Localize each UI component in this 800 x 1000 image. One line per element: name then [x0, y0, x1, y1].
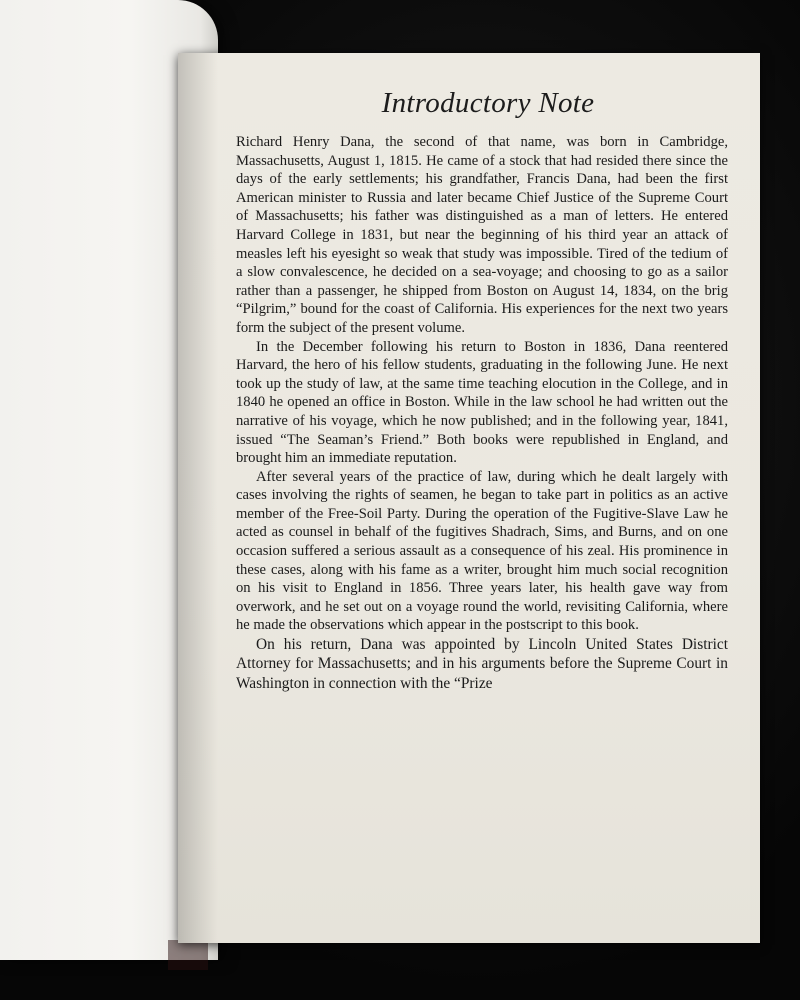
page-title: Introductory Note	[381, 87, 595, 119]
book-spine	[168, 940, 208, 970]
paragraph: On his return, Dana was appointed by Lincoln United States District Attorney for Massachusetts; and in his arguments before the Supreme Court in Washington in connection with the “Prize	[236, 636, 728, 692]
right-page	[178, 53, 760, 943]
body-text	[236, 133, 728, 693]
paragraph: In the December following his return to Boston in 1836, Dana reentered Harvard, the hero of his fellow students, graduating in the following June. He next took up the study of law, at the same time teaching elocution in the College, and in 1840 he opened an office in Boston. While in the law school he had written out the narrative of his voyage, which he now published; and in the following year, 1841, issued “The Seaman’s Friend.” Both books were republished in England, and brought him an immediate reputation.	[236, 338, 728, 467]
paragraph: Richard Henry Dana, the second of that name, was born in Cambridge, Massachusetts, August 1, 1815. He came of a stock that had resided there since the days of the early settlements; his grandfather, Francis Dana, had been the first American minister to Russia and later became Chief Justice of the Supreme Court of Massachusetts; his father was distinguished as a man of letters. He entered Harvard College in 1831, but near the beginning of his third year an attack of measles left his eyesight so weak that study was impossible. Tired of the tedium of a slow convalescence, he decided on a sea-voyage; and choosing to go as a sailor rather than a passenger, he shipped from Boston on August 14, 1834, on the brig “Pilgrim,” bound for the coast of California. His experiences for the next two years form the subject of the present volume.	[236, 134, 728, 336]
paragraph: After several years of the practice of law, during which he dealt largely with cases involving the rights of seamen, he began to take part in politics as an active member of the Free-Soil Party. During the operation of the Fugitive-Slave Law he acted as counsel in behalf of the fugitives Shadrach, Sims, and Burns, and on one occasion suffered a serious assault as a consequence of his zeal. His prominence in these cases, along with his fame as a writer, brought him much social recognition on his visit to England in 1856. Three years later, his health gave way from overwork, and he set out on a voyage round the world, revisiting California, where he made the observations which appear in the postscript to this book.	[236, 468, 728, 634]
page-gutter-shadow	[178, 53, 218, 943]
